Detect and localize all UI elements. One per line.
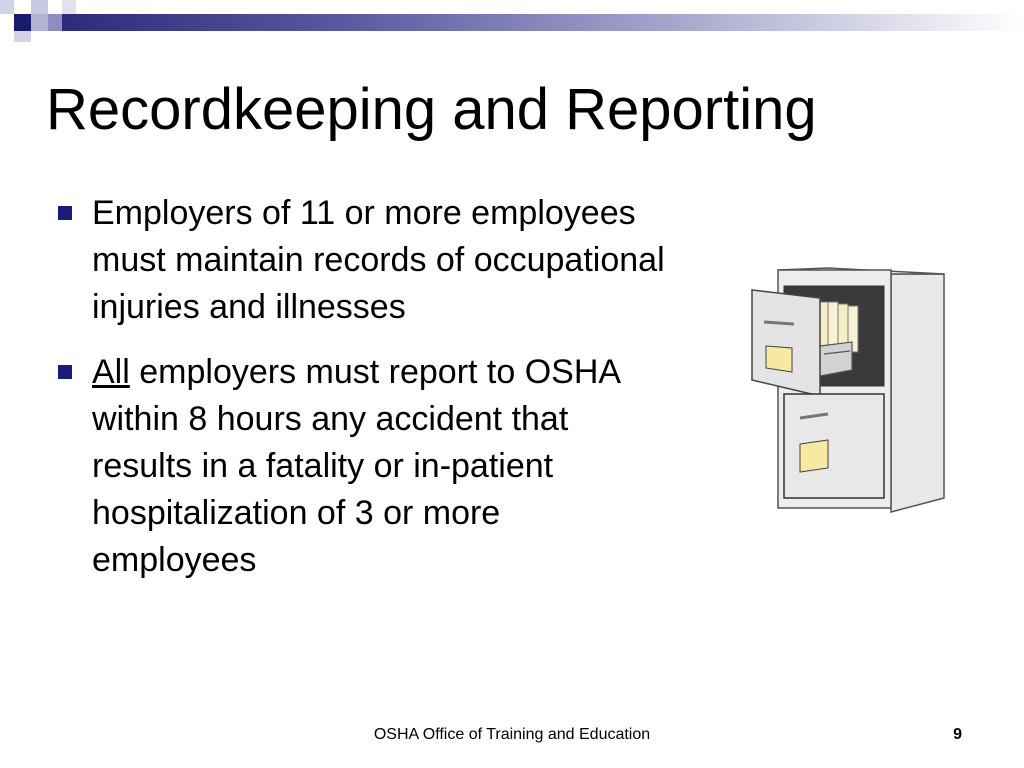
slide-footer: OSHA Office of Training and Education: [373, 726, 651, 743]
header-decoration: [0, 0, 1024, 42]
decor-square: [14, 14, 31, 31]
square-bullet-icon: [58, 206, 72, 220]
header-gradient-bar: [60, 14, 1024, 31]
file-cabinet-icon: [748, 262, 948, 518]
bullet-text: employers must report to OSHA within 8 hours any accident that results in a fatality or in-patient hospitalization of 3 or more employees: [92, 353, 620, 579]
decor-square: [62, 0, 76, 14]
decor-square: [14, 31, 31, 42]
bullet-item: [56, 349, 666, 584]
decor-square: [0, 0, 14, 14]
decor-square: [31, 14, 48, 31]
bullet-text: Employers of 11 or more employees must maintain records of occupational injuries and illnesses: [92, 194, 665, 326]
decor-square: [31, 0, 48, 14]
bullet-emphasis: All: [92, 353, 130, 391]
page-number: 9: [953, 726, 962, 743]
slide-title: Recordkeeping and Reporting: [46, 77, 817, 142]
square-bullet-icon: [58, 365, 72, 379]
bullet-item: [56, 190, 666, 331]
decor-square: [48, 14, 62, 31]
bullet-list: [56, 190, 666, 602]
